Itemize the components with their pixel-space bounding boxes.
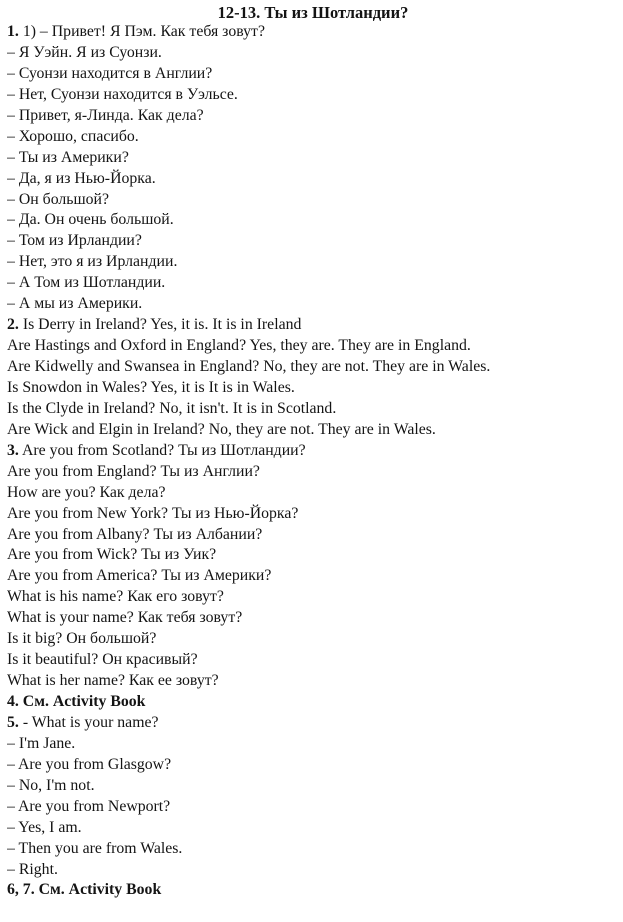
section-5-text-1: - What is your name? (22, 713, 159, 731)
section-3-line-6: Are you from America? Ты из Америки? (7, 567, 272, 585)
section-3-line-11: What is her name? Как ее зовут? (7, 672, 219, 690)
section-3-line-3: Are you from New York? Ты из Нью-Йорка? (7, 504, 299, 522)
section-5-line-6: – Yes, I am. (7, 818, 82, 836)
section-1-line-7: – Ты из Америки? (7, 148, 129, 166)
section-4-line: 4. См. Activity Book (7, 693, 146, 710)
section-1-number: 1. (7, 23, 19, 40)
section-1-line-5: – Привет, я-Линда. Как дела? (7, 106, 204, 124)
section-1-line-10: – Да. Он очень большой. (7, 211, 174, 229)
section-3-line-9: Is it big? Он большой? (7, 630, 157, 648)
section-2-number: 2. (7, 316, 19, 334)
section-1-line-1 (7, 22, 619, 43)
section-2-line-1 (7, 315, 619, 336)
section-2-text-1: Is Derry in Ireland? Yes, it is. It is in Ireland (22, 316, 302, 334)
section-3-line-2: How are you? Как дела? (7, 483, 166, 501)
section-3-number: 3. (7, 441, 19, 459)
section-3-line-7: What is his name? Как его зовут? (7, 588, 224, 606)
page-title: 12-13. Ты из Шотландии? (217, 3, 409, 22)
section-3-line-4: Are you from Albany? Ты из Албании? (7, 525, 263, 543)
section-5-line-7: – Then you are from Wales. (7, 839, 183, 857)
section-1-line-2: – Я Уэйн. Я из Суонзи. (7, 43, 162, 61)
section-3-heading-line (7, 441, 619, 462)
section-5-line-1 (7, 713, 619, 734)
section-3-heading: Are you from Scotland? Ты из Шотландии? (21, 441, 306, 459)
section-3-line-8: What is your name? Как тебя зовут? (7, 609, 243, 627)
section-5-line-2: – I'm Jane. (7, 734, 76, 752)
section-1-line-4: – Нет, Суонзи находится в Уэльсе. (7, 85, 238, 103)
section-1-line-11: – Том из Ирландии? (7, 232, 142, 250)
section-5-line-8: – Right. (7, 860, 58, 878)
section-1-line-13: – А Том из Шотландии. (7, 274, 166, 292)
section-1-line-9: – Он большой? (7, 190, 110, 208)
section-5-line-3: – Are you from Glasgow? (7, 755, 172, 773)
section-5-number: 5. (7, 713, 19, 731)
section-2-line-5: Is the Clyde in Ireland? No, it isn't. It is in Scotland. (7, 399, 337, 417)
section-3-line-1: Are you from England? Ты из Англии? (7, 462, 260, 480)
section-1-line-14: – А мы из Америки. (7, 295, 143, 313)
section-2-line-2: Are Hastings and Oxford in England? Yes, they are. They are in England. (7, 337, 471, 355)
section-6-7-line: 6, 7. См. Activity Book (7, 881, 162, 899)
section-2-line-6: Are Wick and Elgin in Ireland? No, they are not. They are in Wales. (7, 420, 436, 438)
section-1-line-12: – Нет, это я из Ирландии. (7, 253, 178, 271)
section-1-line-3: – Суонзи находится в Англии? (7, 64, 213, 82)
section-5-line-5: – Are you from Newport? (7, 797, 171, 815)
section-1-text-1: 1) – Привет! Я Пэм. Как тебя зовут? (22, 23, 265, 40)
section-2-line-4: Is Snowdon in Wales? Yes, it is It is in Wales. (7, 378, 295, 396)
section-1-line-8: – Да, я из Нью-Йорка. (7, 169, 156, 187)
section-2-line-3: Are Kidwelly and Swansea in England? No, they are not. They are in Wales. (7, 358, 491, 375)
section-5-line-4: – No, I'm not. (7, 776, 95, 794)
section-1-line-6: – Хорошо, спасибо. (7, 127, 139, 145)
section-3-line-10: Is it beautiful? Он красивый? (7, 651, 198, 669)
section-3-line-5: Are you from Wick? Ты из Уик? (7, 546, 217, 564)
